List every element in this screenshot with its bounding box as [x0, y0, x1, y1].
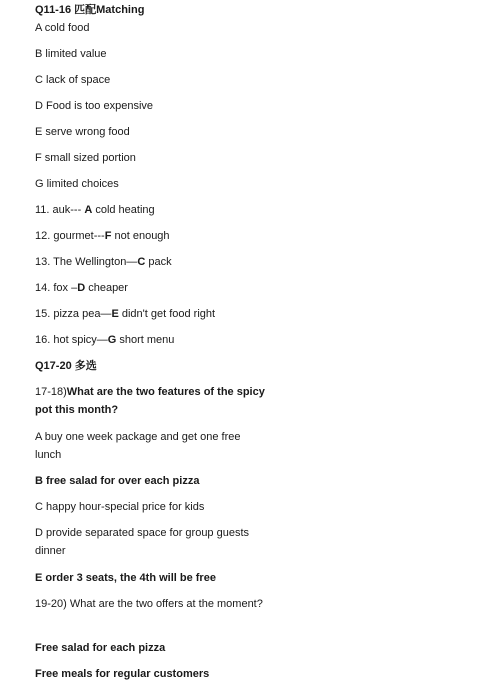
answer-note: short menu [116, 334, 175, 346]
answer-note: didn't get food right [118, 308, 216, 320]
answer-note: cheaper [85, 282, 128, 294]
answer-note: cold heating [92, 204, 155, 216]
answer-note: not enough [111, 230, 170, 242]
option-g: G limited choices [35, 178, 119, 190]
answer-19: Free salad for each pizza [35, 642, 166, 654]
answer-prefix: 16. hot spicy— [35, 334, 108, 346]
answer-prefix: 15. pizza pea— [35, 308, 112, 320]
option-b: B limited value [35, 48, 107, 60]
section-heading-matching: Q11-16 匹配Matching [35, 4, 145, 16]
section-heading-multiple-choice: Q17-20 多选 [35, 360, 97, 372]
option-e: E serve wrong food [35, 126, 130, 138]
question-text: What are the two features of the spicy pot this month? [35, 386, 265, 416]
answer-16 [35, 333, 174, 347]
choice-b: B free salad for over each pizza [35, 475, 200, 487]
answer-prefix: 13. The Wellington— [35, 256, 138, 268]
answer-12 [35, 229, 170, 243]
choice-c: C happy hour-special price for kids [35, 501, 205, 513]
answer-14 [35, 281, 128, 295]
choice-d: D provide separated space for group guests dinner [35, 527, 250, 557]
option-f: F small sized portion [35, 152, 136, 164]
question-number: 17-18) [35, 386, 67, 398]
choice-e: E order 3 seats, the 4th will be free [35, 572, 216, 584]
answer-prefix: 14. fox – [35, 282, 78, 294]
answer-15 [35, 307, 215, 321]
answer-key: F [104, 230, 112, 242]
answer-11 [35, 203, 155, 217]
answer-13 [35, 255, 172, 269]
answer-key: C [137, 256, 146, 268]
question-17-18 [35, 383, 265, 419]
option-d: D Food is too expensive [35, 100, 154, 112]
answer-key: E [111, 308, 119, 320]
answer-key: D [77, 282, 86, 294]
option-a: A cold food [35, 22, 90, 34]
answer-note: pack [145, 256, 172, 268]
choice-a: A buy one week package and get one free lunch [35, 431, 241, 461]
question-19-20: 19-20) What are the two offers at the moment? [35, 598, 263, 610]
option-c: C lack of space [35, 74, 111, 86]
answer-key: G [107, 334, 117, 346]
answer-20: Free meals for regular customers [35, 668, 210, 680]
answer-prefix: 11. auk--- [35, 204, 85, 216]
answer-prefix: 12. gourmet--- [35, 230, 105, 242]
answer-key: A [84, 204, 93, 216]
